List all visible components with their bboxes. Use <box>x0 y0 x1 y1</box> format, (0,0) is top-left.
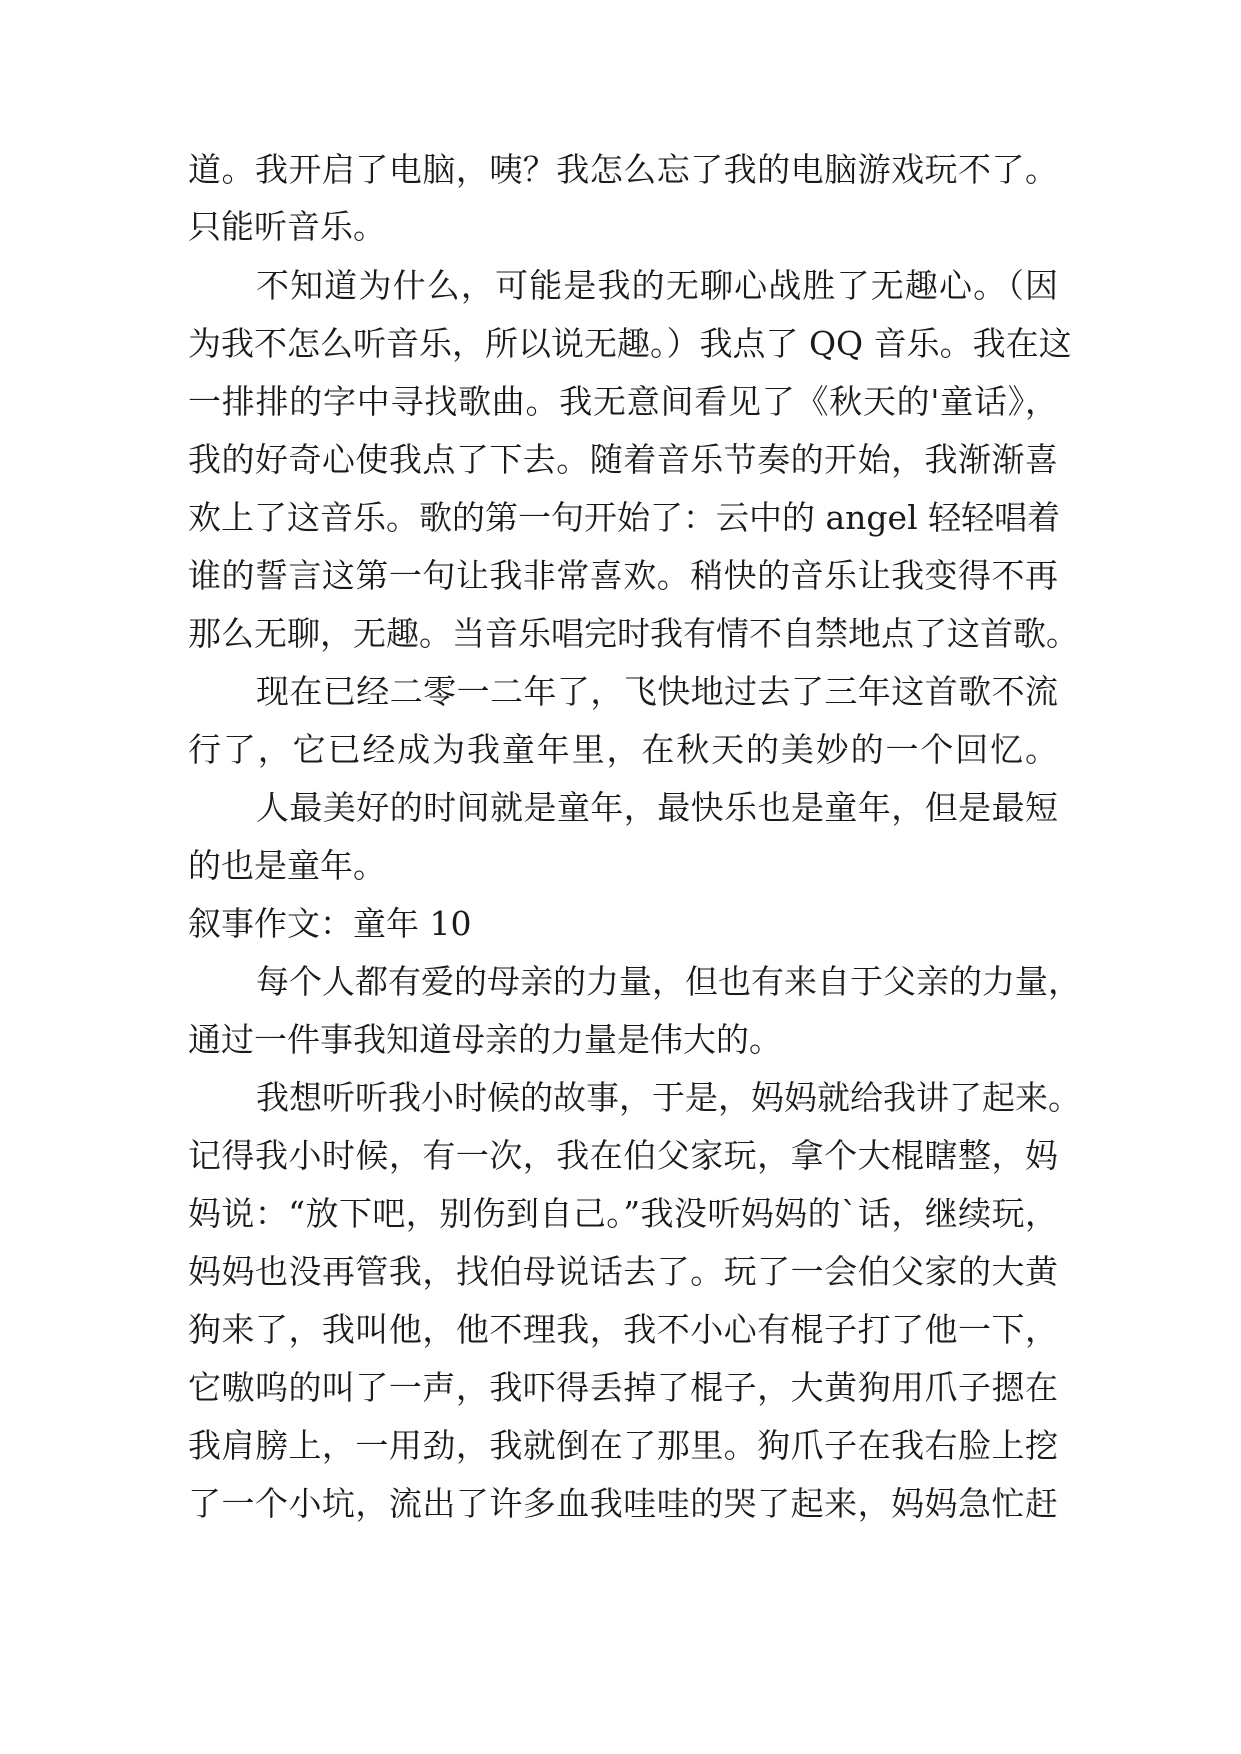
text-line: 妈妈也没再管我，找伯母说话去了。玩了一会伯父家的大黄 <box>188 1252 1058 1291</box>
text-line: 我的好奇心使我点了下去。随着音乐节奏的开始，我渐渐喜 <box>188 440 1058 479</box>
text-line: 记得我小时候，有一次，我在伯父家玩，拿个大棍瞎整，妈 <box>188 1136 1058 1175</box>
paragraph-first-line: 人最美好的时间就是童年，最快乐也是童年，但是最短 <box>256 788 1058 827</box>
text-line: 我肩膀上，一用劲，我就倒在了那里。狗爪子在我右脸上挖 <box>188 1426 1058 1465</box>
text-line: 了一个小坑，流出了许多血我哇哇的哭了起来，妈妈急忙赶 <box>188 1484 1058 1523</box>
paragraph-first-line: 不知道为什么，可能是我的无聊心战胜了无趣心。（因 <box>256 266 1058 305</box>
text-line: 的也是童年。 <box>188 846 386 885</box>
text-line: 妈说：“放下吧，别伤到自己。”我没听妈妈的`话，继续玩， <box>188 1194 1058 1233</box>
text-line: 为我不怎么听音乐，所以说无趣。）我点了 QQ 音乐。我在这 <box>188 324 1072 363</box>
text-line: 谁的誓言这第一句让我非常喜欢。稍快的音乐让我变得不再 <box>188 556 1058 595</box>
text-line: 狗来了，我叫他，他不理我，我不小心有棍子打了他一下， <box>188 1310 1058 1349</box>
text-line: 一排排的字中寻找歌曲。我无意间看见了《秋天的'童话》， <box>188 382 1058 421</box>
text-line: 只能听音乐。 <box>188 207 386 246</box>
text-line: 通过一件事我知道母亲的力量是伟大的。 <box>188 1020 782 1059</box>
paragraph-first-line: 我想听听我小时候的故事，于是，妈妈就给我讲了起来。 <box>256 1078 1081 1117</box>
paragraph-first-line: 现在已经二零一二年了，飞快地过去了三年这首歌不流 <box>256 672 1058 711</box>
text-line: 行了，它已经成为我童年里，在秋天的美妙的一个回忆。 <box>188 730 1058 769</box>
paragraph-first-line: 每个人都有爱的母亲的力量，但也有来自于父亲的力量， <box>256 962 1081 1001</box>
text-line: 欢上了这音乐。歌的第一句开始了：云中的 angel 轻轻唱着 <box>188 498 1061 537</box>
text-line: 它嗷呜的叫了一声，我吓得丢掉了棍子，大黄狗用爪子摁在 <box>188 1368 1058 1407</box>
section-heading: 叙事作文：童年 10 <box>188 904 472 943</box>
text-line: 道。我开启了电脑，咦？我怎么忘了我的电脑游戏玩不了。 <box>188 150 1058 189</box>
text-line: 那么无聊，无趣。当音乐唱完时我有情不自禁地点了这首歌。 <box>188 614 1079 653</box>
